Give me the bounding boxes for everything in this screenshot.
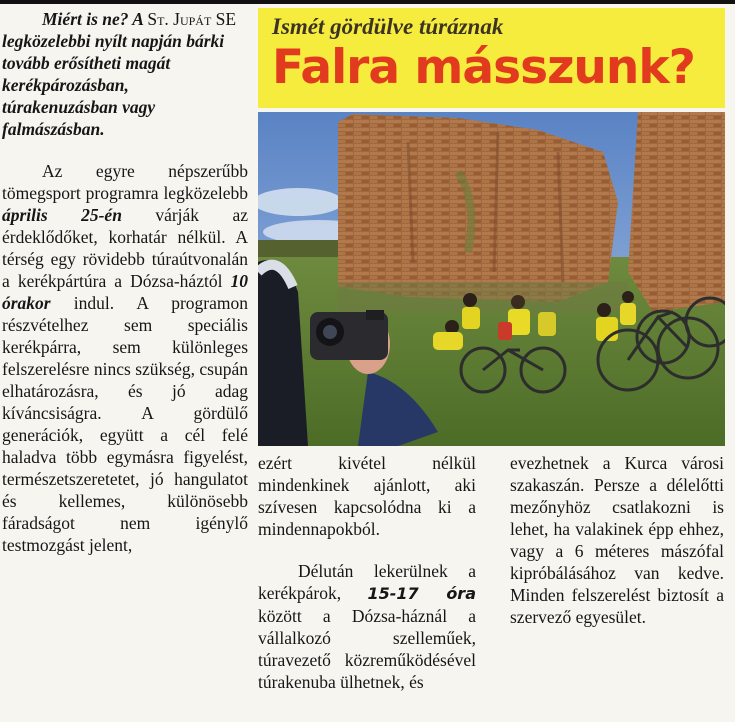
lead-text-1: Miért is ne? A — [42, 9, 148, 29]
lead-club-name: St. Jupát SE — [147, 9, 237, 29]
top-rule — [0, 0, 735, 4]
body-paragraph-1 — [2, 160, 248, 556]
body-paragraph-3 — [258, 560, 476, 693]
headline-banner — [258, 8, 725, 108]
p1-text-a: Az egyre népszerűbb tömegsport programra legközelebb — [2, 161, 248, 203]
article-photo — [258, 112, 725, 446]
lead-text-2: legközelebbi nyílt napján bárki tovább erősítheti magát kerékpározásban, túrakenuzásban vagy falmászásban. — [2, 31, 225, 139]
lead-paragraph — [2, 8, 248, 140]
p3-text-a: Délután lekerülnek a kerékpárok, — [258, 561, 476, 603]
p1-text-b: várják az érdeklődőket, korhatár nélkül. A térség egy rövidebb túraútvonalán a kerékpártúra a Dózsa-háztól — [2, 205, 248, 291]
column-3 — [510, 452, 724, 628]
body-paragraph-2: ezért kivétel nélkül mindenkinek ajánlott, aki szívesen kapcsolódna ki a mindennapokból. — [258, 453, 476, 539]
headline: Falra másszunk? — [272, 40, 695, 95]
p1-text-c: indul. A programon részvételhez sem speciális kerékpárra, sem különleges felszerelésre nincs szükség, csupán elhatározásra, és jó adag kíváncsiságra. A gördülő generációk, együtt a cél felé haladva több egymásra figyelést, természetszeretetet, jó hangulatot és kellemes, különösebb fáradságot nem igénylő testmozgást jelent, — [2, 293, 248, 555]
column-2 — [258, 452, 476, 693]
photo-illustration — [258, 112, 725, 446]
body-paragraph-3-continued: evezhetnek a Kurca városi szakaszán. Persze a délelőtti mezőnyhöz csatlakozni is lehet, ha valakinek épp ehhez, vagy a 6 méteres mászófal kipróbálásához van kedve. Minden felszerelést biztosít a szervező egyesület. — [510, 453, 724, 627]
start-time: 10 órakor — [2, 271, 248, 313]
kicker: Ismét gördülve túráznak — [272, 14, 504, 39]
column-1 — [2, 8, 248, 556]
event-date: április 25-én — [2, 205, 122, 225]
p3-text-b: között a Dózsa-háznál a vállalkozó szelleműek, túravezető közreműködésével túrakenuba ülhetnek, és — [258, 606, 476, 692]
afternoon-time: 15-17 óra — [367, 584, 476, 603]
